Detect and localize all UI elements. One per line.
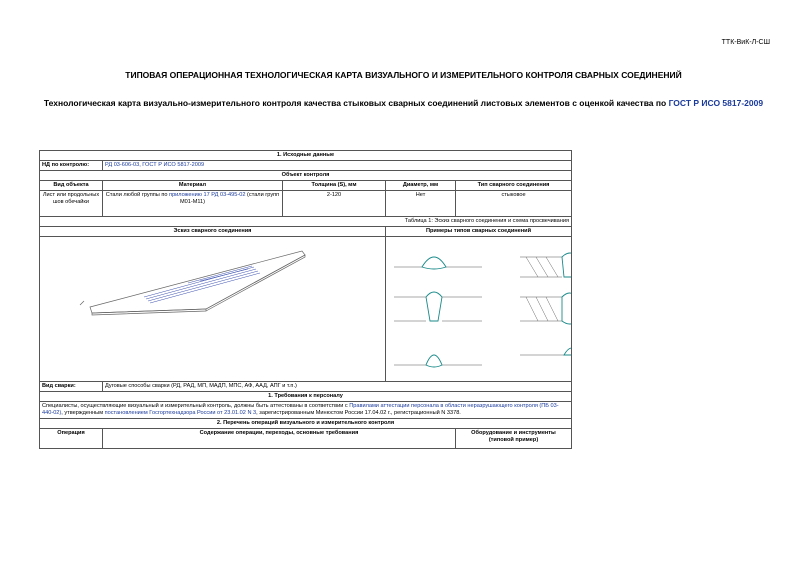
thickness-value: 2-120 (283, 191, 386, 217)
col-object: Вид объекта (40, 181, 103, 191)
weld-examples-cell (386, 237, 572, 382)
material-post: (стали групп М01-М11) (179, 192, 280, 205)
subtitle-text: Технологическая карта визуально-измерительного контроля качества стыковых сварных соединений листовых элементов с оценкой качества по (43, 98, 669, 108)
material-link[interactable]: приложению 17 РД 03-495-02 (169, 192, 246, 198)
col-joint-type: Тип сварного соединения (456, 181, 572, 191)
material-pre: Стали любой группы по (105, 192, 170, 198)
weld-sketch-drawing (40, 237, 344, 381)
sketch-title: Эскиз сварного соединения (40, 227, 386, 237)
diameter-value: Нет (386, 191, 456, 217)
document-code: ТТК-ВиК-Л-СШ (721, 39, 770, 46)
examples-title: Примеры типов сварных соединений (386, 227, 572, 237)
col-content: Содержание операции, переходы, основные требования (103, 429, 456, 449)
personnel-text-1: Специалисты, осуществляющие визуальный и измерительный контроль, должны быть аттестованы в соответствии с (42, 403, 350, 409)
table-caption: Таблица 1: Эскиз сварного соединения и схема просвечивания (40, 217, 572, 227)
object-value: Лист или продольных шов обечайки (40, 191, 103, 217)
joint-type-value: стыковое (456, 191, 572, 217)
personnel-text-2: , утвержденным (61, 410, 105, 416)
col-thickness: Толщина (S), мм (283, 181, 386, 191)
weld-sketch-cell (40, 237, 386, 382)
section2-title: 2. Перечень операций визуального и измерительного контроля (40, 419, 572, 429)
col-material: Материал (103, 181, 283, 191)
nd-value-link[interactable]: РД 03-606-03, ГОСТ Р ИСО 5817-2009 (103, 161, 572, 171)
personnel-rules-link[interactable]: Правилами аттестации персонала в области неразрушающего контроля (ПБ 03-440-02) (42, 403, 559, 416)
gost-link[interactable]: ГОСТ Р ИСО 5817-2009 (668, 98, 764, 108)
weld-label: Вид сварки: (40, 382, 103, 392)
col-operation: Операция (40, 429, 103, 449)
weld-value: Дуговые способы сварки (РД, РАД, МП, МАДП, МПС, АФ, ААД, АПГ и т.п.) (103, 382, 572, 392)
section1-title: 1. Исходные данные (40, 151, 572, 161)
personnel-title: 1. Требования к персоналу (40, 392, 572, 402)
object-title: Объект контроля (40, 171, 572, 181)
document-subtitle (40, 98, 767, 109)
document-title: ТИПОВАЯ ОПЕРАЦИОННАЯ ТЕХНОЛОГИЧЕСКАЯ КАРТА ВИЗУАЛЬНОГО И ИЗМЕРИТЕЛЬНОГО КОНТРОЛЯ СВАРНЫХ СОЕДИНЕНИЙ (125, 70, 682, 80)
col-diameter: Диаметр, мм (386, 181, 456, 191)
personnel-text-3: , зарегистрированным Минюстом России 17.04.02 г., регистрационный N 3378. (256, 410, 461, 416)
weld-examples-drawing (386, 237, 572, 381)
personnel-text (40, 402, 572, 419)
material-value (103, 191, 283, 217)
personnel-decree-link[interactable]: постановлением Госгортехнадзора России от 23.01.02 N 3 (104, 410, 257, 416)
nd-label: НД по контролю: (40, 161, 103, 171)
col-equipment: Оборудование и инструменты (типовой пример) (456, 429, 572, 449)
tech-card-table (39, 150, 572, 449)
